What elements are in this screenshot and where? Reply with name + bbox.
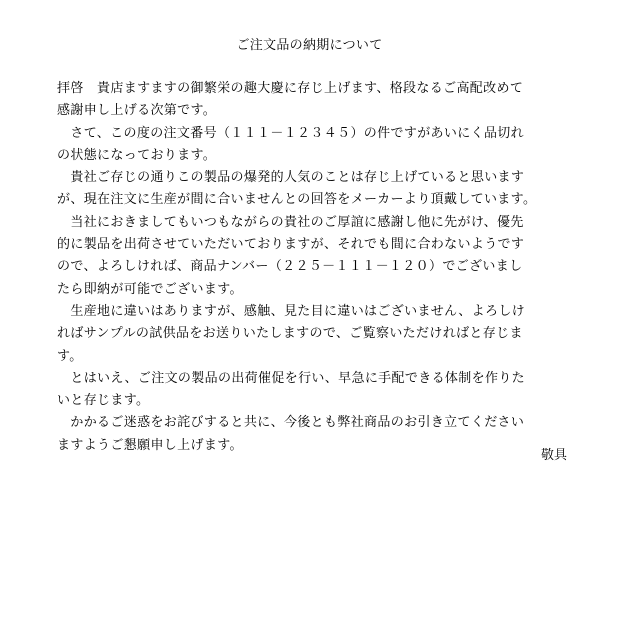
body-line: 生産地に違いはありますが、感触、見た目に違いはございません、よろしけ [57, 303, 526, 319]
body-line: 的に製品を出荷させていただいておりますが、それでも間に合わないようです [57, 237, 525, 253]
body-line: さて、この度の注文番号（１１１－１２３４５）の件ですがあいにく品切れ [57, 125, 524, 141]
body-line: 貴社ご存じの通りこの製品の爆発的人気のことは存じ上げていると思います [57, 170, 525, 186]
body-line: す。 [57, 348, 83, 364]
body-line: 拝啓 貴店ますますの御繁栄の趣大慶に存じ上げます、格段なるご高配改めて [57, 81, 524, 96]
body-line: たら即納が可能でございます。 [57, 281, 243, 297]
body-line: ので、よろしければ、商品ナンバー（２２５－１１１－１２０）でございまし [57, 259, 523, 275]
body-line: ればサンプルの試供品をお送りいたしますので、ご覧察いただければと存じま [57, 326, 523, 342]
body-line: 感謝申し上げる次第です。 [57, 103, 217, 119]
body-line: ますようご懇願申し上げます。 [57, 437, 243, 453]
letter-body [57, 80, 567, 459]
body-line: の状態になっております。 [57, 147, 217, 163]
body-line: かかるご迷惑をお詫びすると共に、今後とも弊社商品のお引き立てください [57, 415, 525, 431]
page-title: ご注文品の納期について [236, 38, 383, 53]
closing-signoff: 敬具 [540, 448, 567, 463]
body-line: が、現在注文に生産が間に合いませんとの回答をメーカーより頂戴しています。 [57, 192, 537, 208]
body-line: 当社におきましてもいつもながらの貴社のご厚誼に感謝し他に先がけ、優先 [57, 214, 524, 230]
body-line: いと存じます。 [57, 393, 150, 409]
body-line: とはいえ、ご注文の製品の出荷催促を行い、早急に手配できる体制を作りた [57, 370, 526, 386]
